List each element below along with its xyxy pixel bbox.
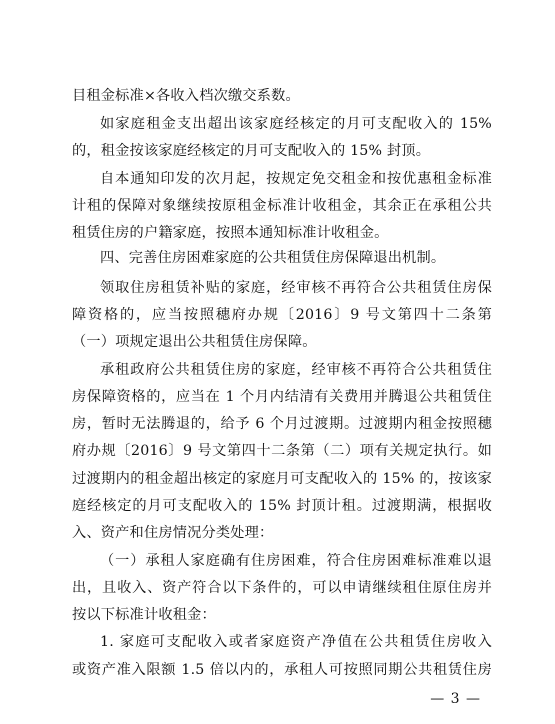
text-line: （一）项规定退出公共租赁住房保障。 <box>72 334 317 350</box>
text-line: 房，暂时无法腾退的，给予 6 个月过渡期。过渡期内租金按照穗 <box>72 416 492 432</box>
text-line: 自本通知印发的次月起，按规定免交租金和按优惠租金标准 <box>100 171 492 187</box>
text-line: 按以下标准计收租金： <box>72 607 216 623</box>
text-line: 承租政府公共租赁住房的家庭，经审核不再符合公共租赁住 <box>100 362 492 378</box>
section-heading: 四、完善住房困难家庭的公共租赁住房保障退出机制。 <box>100 250 446 266</box>
text-line: 入、资产和住房情况分类处理： <box>72 525 274 541</box>
text-line: 出，且收入、资产符合以下条件的，可以申请继续租住原住房并 <box>72 580 492 596</box>
text-line: 计租的保障对象继续按原租金标准计收租金，其余正在承租公共 <box>72 198 492 214</box>
text-line: （一）承租人家庭确有住房困难，符合住房困难标准难以退 <box>100 553 492 569</box>
text-line: 障资格的，应当按照穗府办规〔2016〕9 号文第四十二条第 <box>72 307 492 323</box>
text-line: 如家庭租金支出超出该家庭经核定的月可支配收入的 15% <box>100 116 492 132</box>
page-number: — 3 — <box>430 691 481 707</box>
text-line: 1. 家庭可支配收入或者家庭资产净值在公共租赁住房收入 <box>100 634 492 650</box>
text-line: 或资产准入限额 1.5 倍以内的，承租人可按照同期公共租赁住房 <box>72 662 492 678</box>
text-line: 的，租金按该家庭经核定的月可支配收入的 15% 封顶。 <box>72 143 431 159</box>
text-line: 过渡期内的租金超出核定的家庭月可支配收入的 15% 的，按该家 <box>72 471 492 487</box>
text-line: 府办规〔2016〕9 号文第四十二条第（二）项有关规定执行。如 <box>72 443 492 459</box>
text-line: 庭经核定的月可支配收入的 15% 封顶计租。过渡期满，根据收 <box>72 498 492 514</box>
text-line: 房保障资格的，应当在 1 个月内结清有关费用并腾退公共租赁住 <box>72 389 492 405</box>
text-line: 领取住房租赁补贴的家庭，经审核不再符合公共租赁住房保 <box>100 280 492 296</box>
text-line: 目租金标准×各收入档次缴交系数。 <box>72 88 300 104</box>
text-line: 租赁住房的户籍家庭，按照本通知标准计收租金。 <box>72 225 389 241</box>
